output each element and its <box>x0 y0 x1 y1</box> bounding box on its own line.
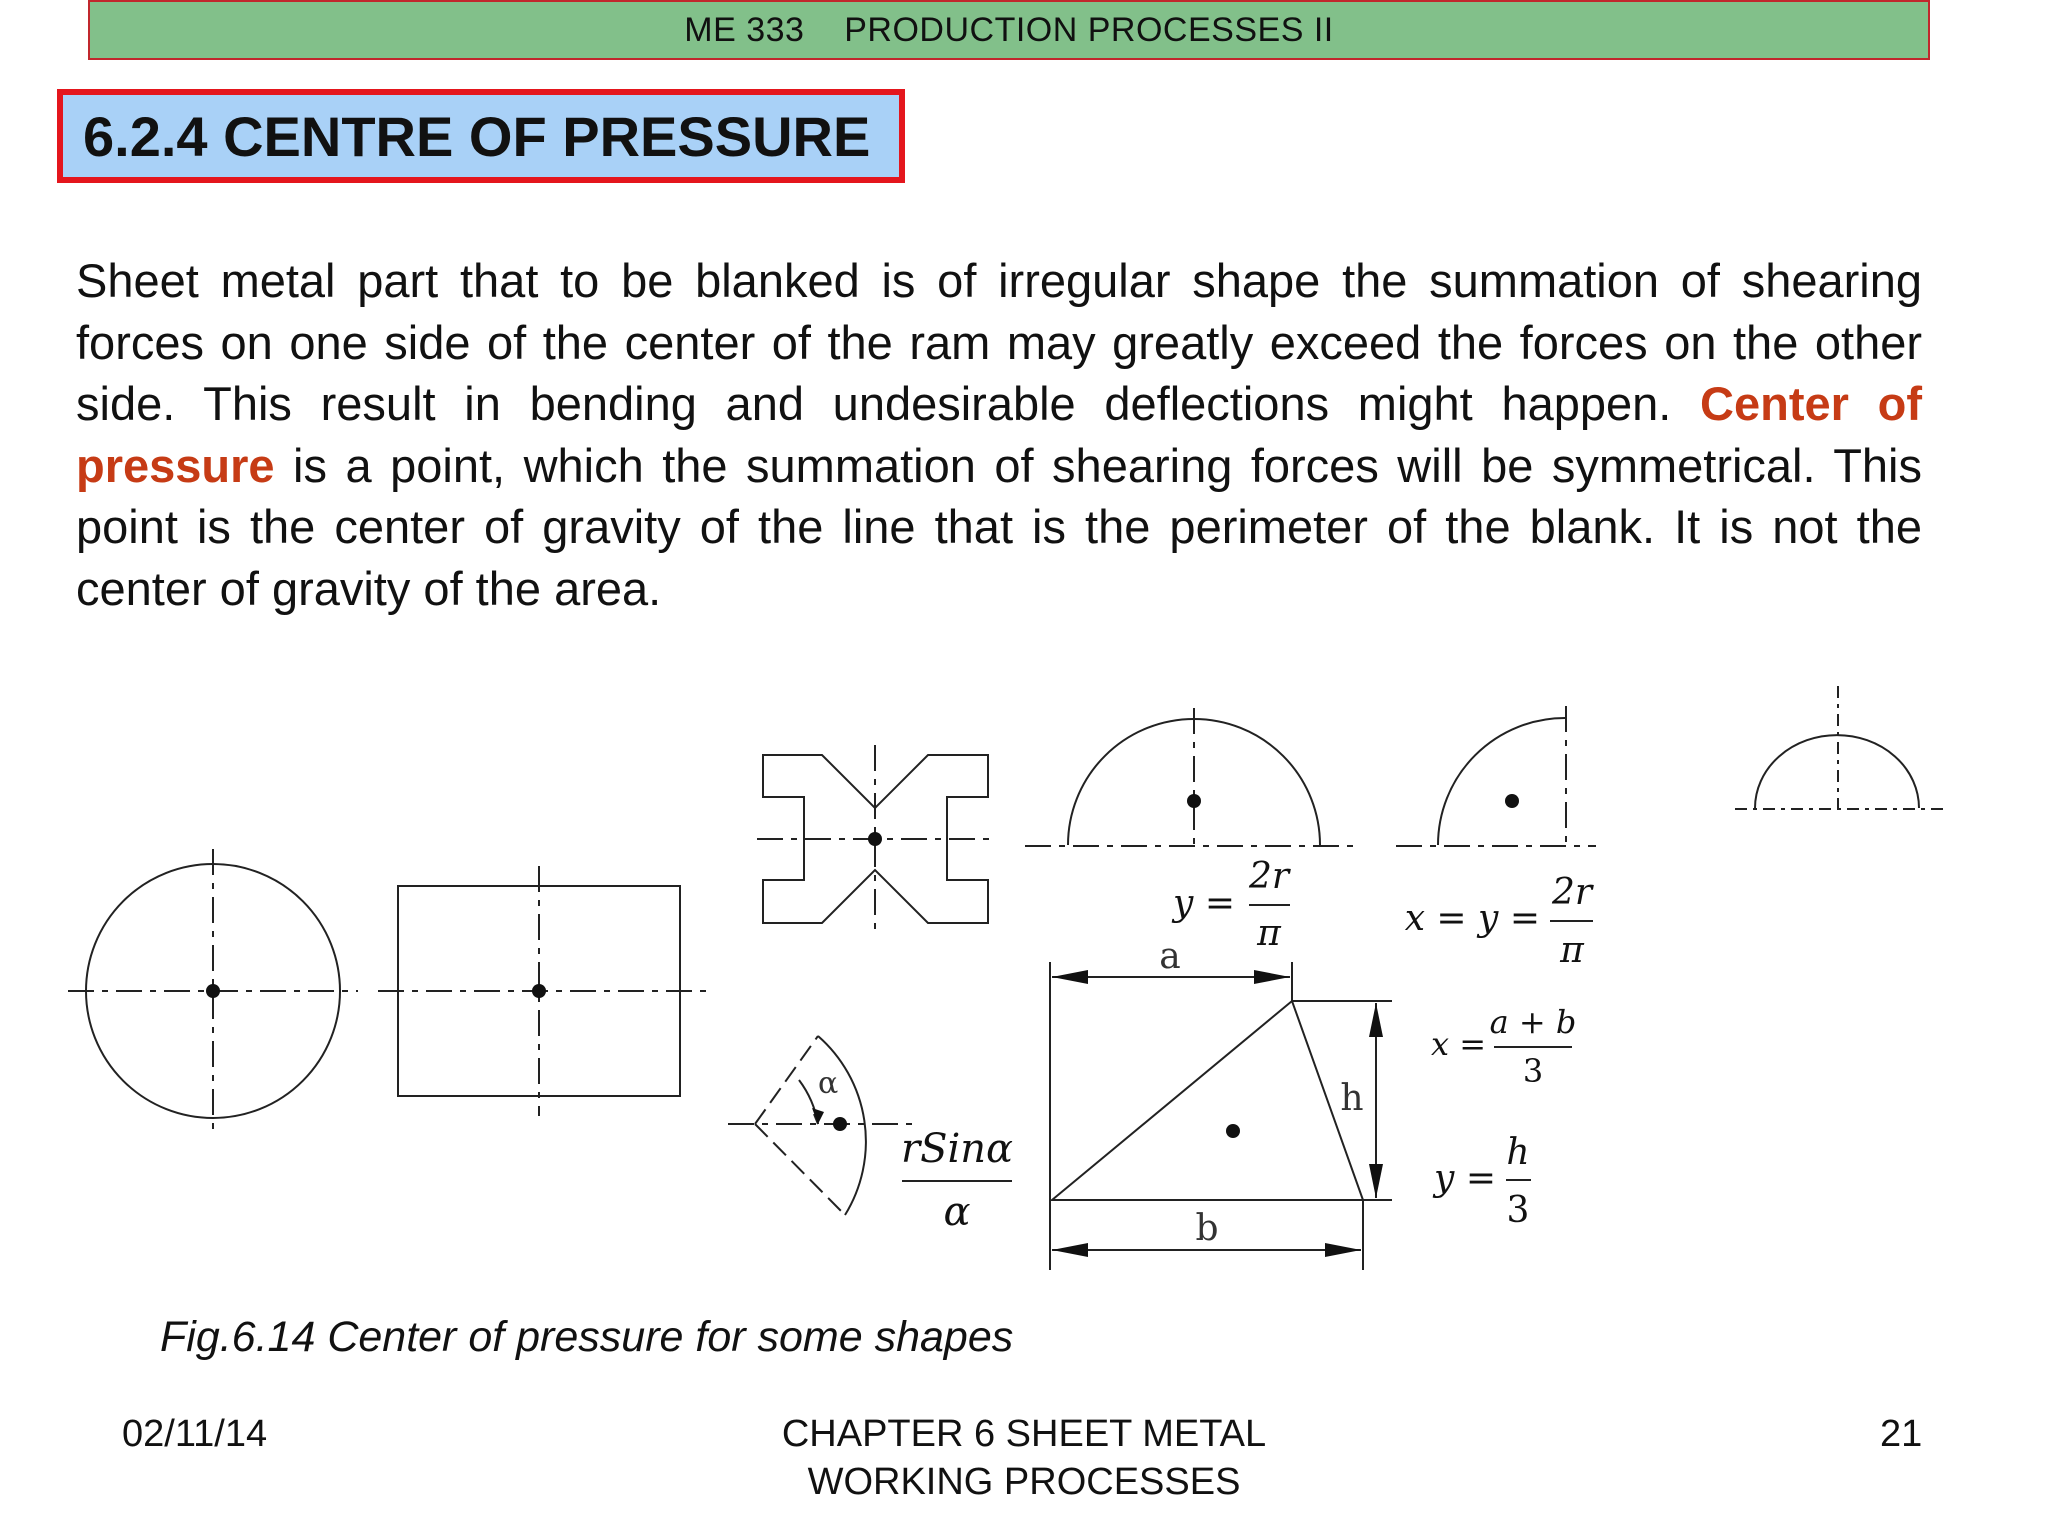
quarter-formula-denominator: π <box>1560 930 1584 971</box>
quarter-circle-centroid-dot <box>1505 794 1519 808</box>
rectangle-centroid-dot <box>532 984 546 998</box>
semicircle-formula-numerator: 2r <box>1248 856 1290 897</box>
sector-formula-denominator: α <box>943 1189 971 1235</box>
triangle-dim-a-label: a <box>1159 936 1181 977</box>
quarter-formula-numerator: 2r <box>1551 872 1593 913</box>
course-code: ME 333 <box>684 10 805 49</box>
triangle-x-formula-lhs: x = <box>1430 1025 1486 1063</box>
footer-chapter-line1: CHAPTER 6 SHEET METAL <box>781 1413 1267 1455</box>
body-text-part1: Sheet metal part that to be blanked is of irregular shape the summation of shearing forces on one side of the center of the ram may greatly exceed the forces on the other side. This result in bending and undesirable deflections might happen. <box>76 254 1922 430</box>
triangle-y-formula-denominator: 3 <box>1506 1190 1530 1231</box>
course-name: PRODUCTION PROCESSES II <box>844 10 1334 49</box>
footer-chapter <box>744 1410 1304 1506</box>
semicircle-formula-denominator: π <box>1257 913 1281 954</box>
sector-shape <box>728 1036 918 1215</box>
triangle-centroid-dot <box>1226 1124 1240 1138</box>
section-title-text: 6.2.4 CENTRE OF PRESSURE <box>83 104 871 168</box>
center-of-pressure-term: Center of pressure <box>76 377 1922 492</box>
i-profile-centroid-dot <box>868 832 882 846</box>
page-number: 21 <box>1880 1413 1923 1455</box>
semicircle-centroid-dot <box>1187 794 1201 808</box>
quarter-circle-shape <box>1396 706 1596 846</box>
course-header-bar <box>88 0 1930 60</box>
footer-chapter-line2: WORKING PROCESSES <box>807 1461 1241 1503</box>
semicircle-formula-lhs: y = <box>1173 883 1235 924</box>
body-text-part2: is a point, which the summation of shearing forces will be symmetrical. This point is the center of gravity of the line that is the perimeter of the blank. It is not the center of gravity of the area. <box>76 438 1922 615</box>
triangle-y-formula-lhs: y = <box>1434 1158 1496 1199</box>
body-paragraph <box>76 250 1922 619</box>
triangle-y-formula-numerator: h <box>1506 1132 1530 1173</box>
triangle-x-formula-denominator: 3 <box>1522 1052 1544 1090</box>
footer-date: 02/11/14 <box>122 1413 268 1455</box>
sector-formula-numerator: rSinα <box>900 1126 1014 1172</box>
sector-angle-label: α <box>818 1066 839 1101</box>
triangle-x-formula-numerator: a + b <box>1489 1003 1577 1041</box>
semicircle-shape <box>1025 708 1360 846</box>
small-semicircle-shape <box>1735 686 1945 809</box>
section-title <box>57 89 905 183</box>
triangle-dim-b-label: b <box>1195 1208 1219 1249</box>
quarter-formula-lhs: x = y = <box>1404 898 1540 939</box>
circle-centroid-dot <box>206 984 220 998</box>
figure-caption: Fig.6.14 Center of pressure for some shapes <box>160 1313 1014 1361</box>
triangle-dim-h-label: h <box>1340 1078 1364 1119</box>
sector-centroid-dot <box>833 1117 847 1131</box>
figure-shapes-diagram <box>0 670 2048 1310</box>
